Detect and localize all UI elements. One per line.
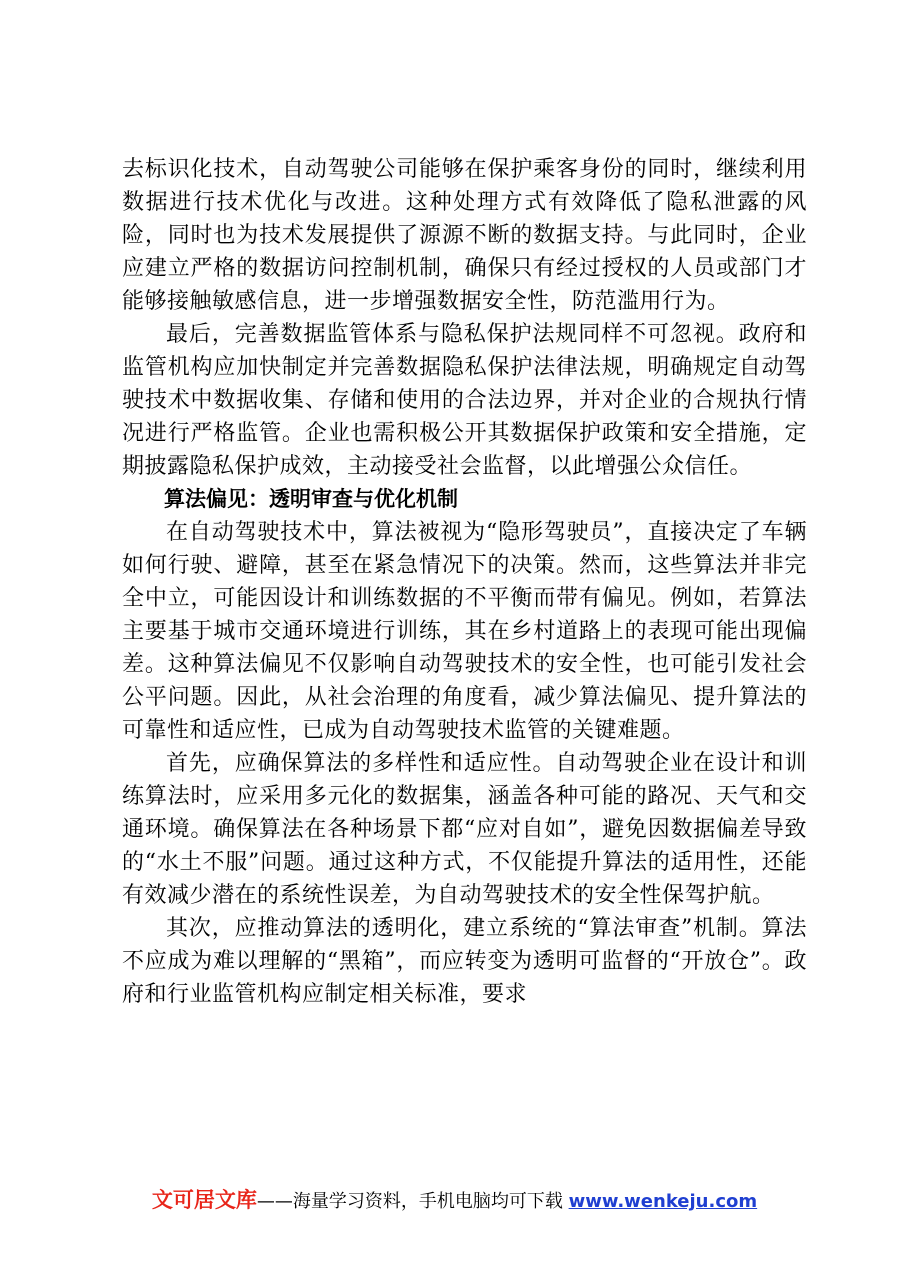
footer-dash: —— [256,1191,293,1212]
paragraph-algorithm-diversity: 首先，应确保算法的多样性和适应性。自动驾驶企业在设计和训练算法时，应采用多元化的数据集，涵盖各种可能的路况、天气和交通环境。确保算法在各种场景下都“应对自如”，避免因数据偏差导致的“水土不服”问题。通过这种方式，不仅能提升算法的适用性，还能有效减少潜在的系统性误差，为自动驾驶技术的安全性保驾护航。 [122,751,807,908]
document-body [122,153,807,1011]
paragraph-algorithm-transparency: 其次，应推动算法的透明化，建立系统的“算法审查”机制。算法不应成为难以理解的“黑箱”，而应转变为透明可监督的“开放仓”。政府和行业监管机构应制定相关标准，要求 [122,916,807,1007]
footer-website-link[interactable]: www.wenkeju.com [568,1191,758,1212]
page-footer [0,1184,909,1214]
paragraph-continuation: 去标识化技术，自动驾驶公司能够在保护乘客身份的同时，继续利用数据进行技术优化与改进。这种处理方式有效降低了隐私泄露的风险，同时也为技术发展提供了源源不断的数据支持。与此同时，企业应建立严格的数据访问控制机制，确保只有经过授权的人员或部门才能够接触敏感信息，进一步增强数据安全性，防范滥用行为。 [122,157,807,314]
footer-slogan: 海量学习资料，手机电脑均可下载 [292,1191,563,1212]
paragraph-algorithm-intro: 在自动驾驶技术中，算法被视为“隐形驾驶员”，直接决定了车辆如何行驶、避障，甚至在紧急情况下的决策。然而，这些算法并非完全中立，可能因设计和训练数据的不平衡而带有偏见。例如，若算法主要基于城市交通环境进行训练，其在乡村道路上的表现可能出现偏差。这种算法偏见不仅影响自动驾驶技术的安全性，也可能引发社会公平问题。因此，从社会治理的角度看，减少算法偏见、提升算法的可靠性和适应性，已成为自动驾驶技术监管的关键难题。 [122,520,807,743]
paragraph-regulation: 最后，完善数据监管体系与隐私保护法规同样不可忽视。政府和监管机构应加快制定并完善数据隐私保护法律法规，明确规定自动驾驶技术中数据收集、存储和使用的合法边界，并对企业的合规执行情况进行严格监管。企业也需积极公开其数据保护政策和安全措施，定期披露隐私保护成效，主动接受社会监督，以此增强公众信任。 [122,322,807,479]
section-heading: 算法偏见：透明审查与优化机制 [164,487,458,511]
footer-brand-logo: 文可居文库 [151,1188,257,1212]
